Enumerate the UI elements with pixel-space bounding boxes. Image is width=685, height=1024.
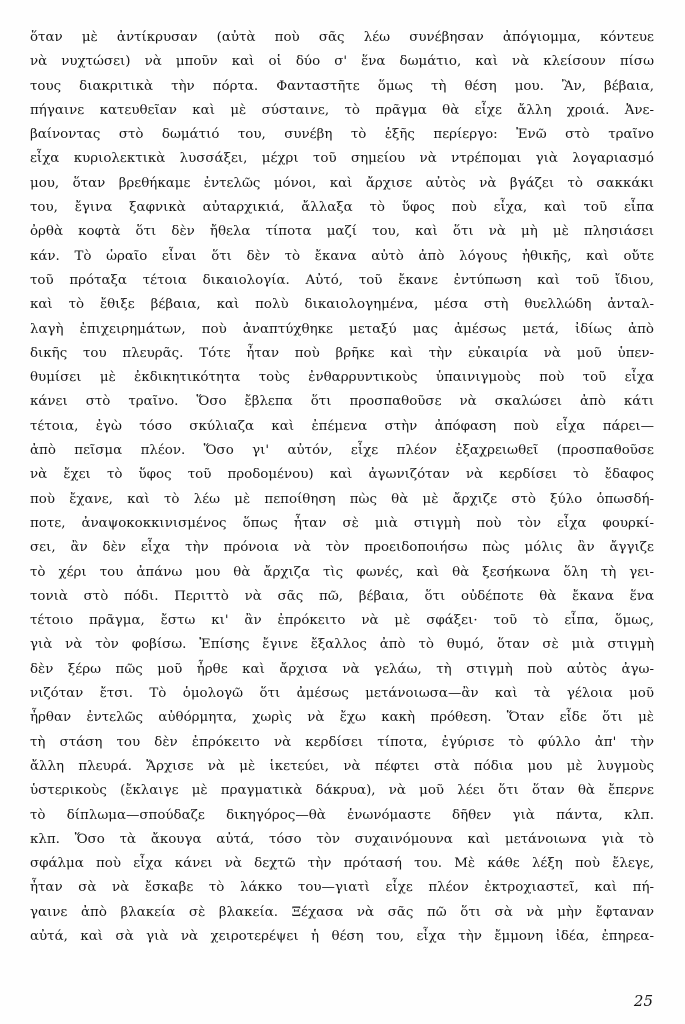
text-line: εἶχα κυριολεκτικὰ λυσσάξει, μέχρι τοῦ σημείου νὰ ντρέπομαι γιὰ λογαριασμό bbox=[30, 151, 654, 167]
text-line: ὀρθὰ κοφτὰ ὅτι δὲν ἤθελα τίποτα μαζί του, καὶ ὅτι νὰ μὴ μὲ πλησιάσει bbox=[30, 224, 654, 240]
text-line: αὐτά, καὶ σὰ γιὰ νὰ χειροτερέψει ἡ θέση του, εἶχα τὴν ἔμμονη ἰδέα, ἐπηρεα- bbox=[30, 928, 654, 944]
page-number: 25 bbox=[633, 992, 653, 1010]
body-text bbox=[30, 26, 654, 949]
text-line: τὸ δίπλωμα—σπούδαζε δικηγόρος—θὰ ἑνωνόμαστε δῆθεν γιὰ πάντα, κλπ. bbox=[30, 807, 654, 823]
text-line: γιὰ νὰ τὸν φοβίσω. Ἐπίσης ἔγινε ἔξαλλος ἀπὸ τὸ θυμό, ὅταν σὲ μιὰ στιγμὴ bbox=[30, 637, 654, 653]
text-line: του, ἔγινα ξαφνικὰ αὐταρχικιά, ἄλλαξα τὸ ὕφος ποὺ εἶχα, καὶ τοῦ εἶπα bbox=[30, 200, 654, 216]
text-line: δὲν ξέρω πῶς μοῦ ἦρθε καὶ ἄρχισα νὰ γελάω, τὴ στιγμὴ ποὺ αὐτὸς ἀγω- bbox=[30, 661, 654, 677]
text-line: σφάλμα ποὺ εἶχα κάνει νὰ δεχτῶ τὴν πρότασή του. Μὲ κάθε λέξη ποὺ ἔλεγε, bbox=[30, 856, 654, 872]
text-line: καὶ τὸ ἔθιξε βέβαια, καὶ πολὺ δικαιολογημένα, μέσα στὴ θυελλώδη ἀνταλ- bbox=[30, 297, 654, 313]
text-line: κάνει στὸ τραῖνο. Ὅσο ἔβλεπα ὅτι προσπαθοῦσε νὰ σκαλώσει ἀπὸ κάτι bbox=[30, 394, 654, 410]
text-line: μου, ὅταν βρεθήκαμε ἐντελῶς μόνοι, καὶ ἄρχισε αὐτὸς νὰ βγάζει τὸ σακκάκι bbox=[30, 175, 654, 191]
text-line: πήγαινε κατευθεῖαν καὶ μὲ σύσταινε, τὸ πρᾶγμα θὰ εἶχε ἄλλη χροιά. Ἀνε- bbox=[30, 102, 654, 118]
text-line: ὅταν μὲ ἀντίκρυσαν (αὐτὰ ποὺ σᾶς λέω συνέβησαν ἀπόγιομμα, κόντευε bbox=[30, 30, 654, 45]
text-line: λαγὴ ἐπιχειρημάτων, ποὺ ἀναπτύχθηκε μεταξύ μας ἀμέσως μετά, ἰδίως ἀπὸ bbox=[30, 321, 654, 337]
text-line: τοῦ πρόταξα τέτοια δικαιολογία. Αὐτό, τοῦ ἔκανε ἐντύπωση καὶ τοῦ ἴδιου, bbox=[30, 272, 654, 288]
text-line: νὰ ἔχει τὸ ὕφος τοῦ προδομένου) καὶ ἀγωνιζόταν νὰ κερδίσει τὸ ἔδαφος bbox=[30, 467, 654, 483]
text-line: ἀπὸ πεῖσμα πλέον. Ὅσο γι' αὐτόν, εἶχε πλέον ἐξαχρειωθεῖ (προσπαθοῦσε bbox=[30, 443, 654, 459]
text-line: κάν. Τὸ ὡραῖο εἶναι ὅτι δὲν τὸ ἔκανα αὐτὸ ἀπὸ λόγους ἠθικῆς, καὶ οὔτε bbox=[30, 248, 654, 264]
text-line: τέτοια, ἐγὼ τόσο σκύλιαζα καὶ ἐπέμενα στὴν ἀπόφαση ποὺ εἶχα πάρει— bbox=[30, 418, 654, 434]
text-line: τέτοιο πρᾶγμα, ἔστω κι' ἂν ἐπρόκειτο νὰ μὲ σφάξει· τοῦ τὸ εἶπα, ὅμως, bbox=[30, 613, 654, 629]
text-line: δικῆς του πλευρᾶς. Τότε ἦταν ποὺ βρῆκε καὶ τὴν εὐκαιρία νὰ μοῦ ὑπεν- bbox=[30, 345, 654, 361]
text-line: ποὺ ἔχανε, καὶ τὸ λέω μὲ πεποίθηση πὼς θὰ μὲ ἄρχιζε στὸ ξύλο ὁπωσδή- bbox=[30, 491, 654, 507]
text-line: ἄλλη πλευρά. Ἄρχισε νὰ μὲ ἱκετεύει, νὰ πέφτει στὰ πόδια μου μὲ λυγμοὺς bbox=[30, 758, 654, 774]
text-line: ποτε, ἀναψοκοκκινισμένος ὅπως ἦταν σὲ μιὰ στιγμὴ ποὺ τὸν εἶχα φουρκί- bbox=[30, 515, 654, 531]
text-line: γαινε ἀπὸ βλακεία σὲ βλακεία. Ξέχασα νὰ σᾶς πῶ ὅτι σὰ νὰ μὴν ἔφταναν bbox=[30, 904, 654, 920]
text-line: ἦρθαν ἐντελῶς αὐθόρμητα, χωρὶς νὰ ἔχω κακὴ πρόθεση. Ὅταν εἶδε ὅτι μὲ bbox=[30, 710, 654, 726]
text-line: θυμίσει μὲ ἐκδικητικότητα τοὺς ἐνθαρρυντικοὺς ὑπαινιγμοὺς ποὺ τοῦ εἶχα bbox=[30, 370, 654, 386]
text-line: τους διακριτικὰ τὴν πόρτα. Φανταστῆτε ὅμως τὴ θέση μου. Ἂν, βέβαια, bbox=[30, 78, 654, 94]
text-line: τονιὰ στὸ πόδι. Περιττὸ νὰ σᾶς πῶ, βέβαια, ὅτι οὐδέποτε θὰ ἔκανα ἕνα bbox=[30, 588, 654, 604]
text-line: ὑστερικοὺς (ἔκλαιγε μὲ πραγματικὰ δάκρυα), νὰ μοῦ λέει ὅτι ὅταν θὰ ἔπερνε bbox=[30, 783, 654, 799]
text-line: σει, ἂν δὲν εἶχα τὴν πρόνοια νὰ τὸν προειδοποιήσω πὼς μόλις ἂν ἄγγιζε bbox=[30, 540, 654, 556]
text-line: νὰ νυχτώσει) νὰ μποῦν καὶ οἱ δύο σ' ἕνα δωμάτιο, καὶ νὰ κλείσουν πίσω bbox=[30, 54, 654, 70]
text-line: τὴ στάση του δὲν ἐπρόκειτο νὰ κερδίσει τίποτα, ἐγύρισε τὸ φύλλο ἀπ' τὴν bbox=[30, 734, 654, 750]
text-line: βαίνοντας στὸ δωμάτιό του, συνέβη τὸ ἑξῆς περίεργο: Ἐνῶ στὸ τραῖνο bbox=[30, 127, 654, 143]
text-line: κλπ. Ὅσο τὰ ἄκουγα αὐτά, τόσο τὸν συχαινόμουνα καὶ μετάνοιωνα γιὰ τὸ bbox=[30, 831, 654, 847]
text-line: νιζόταν ἔτσι. Τὸ ὁμολογῶ ὅτι ἀμέσως μετάνοιωσα—ἂν καὶ τὰ γέλοια μοῦ bbox=[30, 686, 654, 702]
text-line: ἦταν σὰ νὰ ἔσκαβε τὸ λάκκο του—γιατὶ εἶχε πλέον ἐκτροχιαστεῖ, καὶ πή- bbox=[30, 880, 654, 896]
text-line: τὸ χέρι του ἀπάνω μου θὰ ἄρχιζα τὶς φωνές, καὶ θὰ ξεσήκωνα ὅλη τὴ γει- bbox=[30, 564, 654, 580]
